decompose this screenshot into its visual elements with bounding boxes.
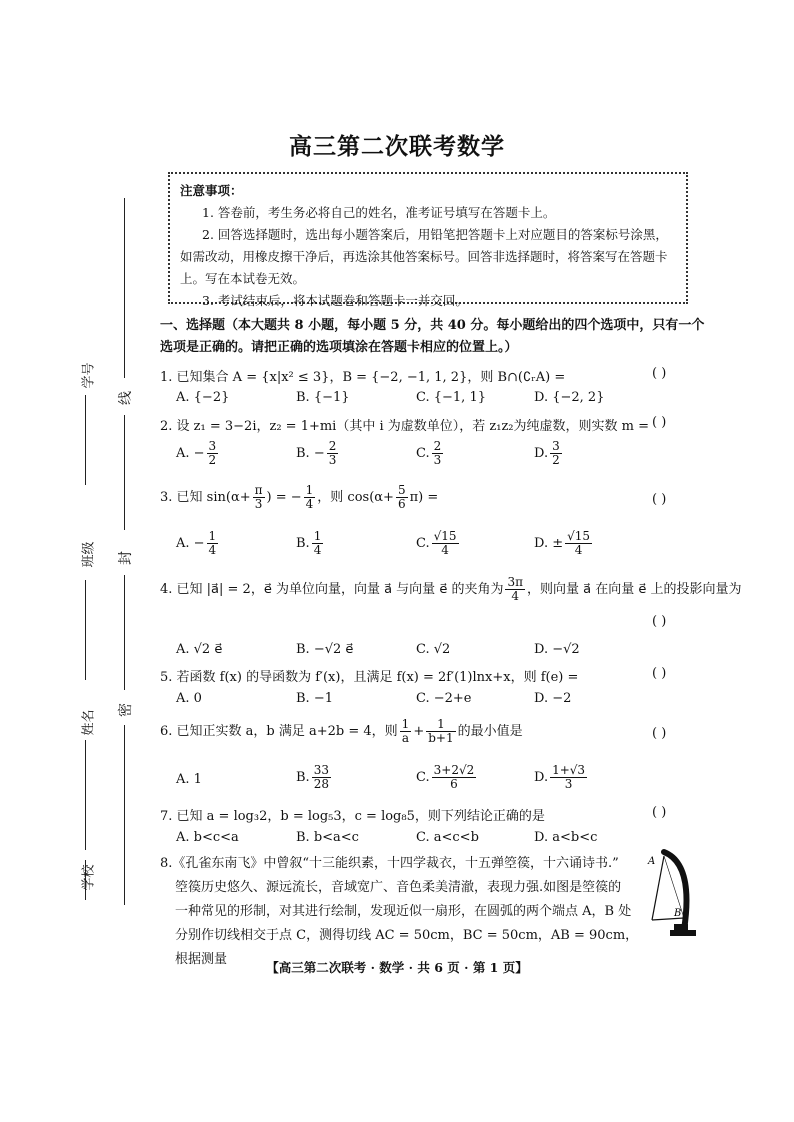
sidebar-class-line (85, 580, 86, 680)
notice-item-1: 1. 答卷前，考生务必将自己的姓名，准考证号填写在答题卡上。 (202, 205, 556, 220)
q7-option-d: D. a<b<c (534, 830, 598, 845)
section-header: 一、选择题（本大题共 8 小题，每小题 5 分，共 40 分。每小题给出的四个选项中，只有一个选项是正确的。请把正确的选项填涂在答题卡相应的位置上。） (160, 318, 705, 355)
q8-line-4: 分别作切线相交于点 C，测得切线 AC = 50cm，BC = 50cm，AB = 90cm，根据测量 (175, 928, 639, 967)
q5-option-b: B. −1 (296, 691, 333, 706)
question-2-answer-paren: ( ) (652, 415, 667, 430)
figure-label-b: B (674, 908, 682, 919)
sidebar-label-xuexiao: 学校 (81, 864, 97, 891)
notice-heading: 注意事项： (180, 183, 243, 198)
q2-option-d: D. $\frac{3}{2}$ (534, 439, 560, 467)
q8-line-2: 箜篌历史悠久、源远流长，音域宽广、音色柔美清澈，表现力强.如图是箜篌的 (175, 880, 622, 895)
q8-line-1: 8.《孔雀东南飞》中曾叙“十三能织素，十四学裁衣，十五弹箜篌，十六诵诗书.” (160, 856, 619, 871)
q7-option-a: A. b<c<a (176, 830, 239, 845)
q5-option-c: C. −2+e (416, 691, 472, 706)
q4-option-d: D. −√2 (534, 642, 580, 657)
q3-option-d: D. ± $\frac{√15}{4}$ (534, 529, 591, 557)
q5-option-d: D. −2 (534, 691, 572, 706)
notice-item-3: 3. 考试结束后，将本试题卷和答题卡一并交回。 (202, 293, 468, 308)
q8-line-3: 一种常见的形制，对其进行绘制，发现近似一扇形，在圆弧的两个端点 A，B 处 (175, 904, 632, 919)
sidebar-line-3 (85, 740, 86, 850)
q2-option-b: B. − $\frac{2}{3}$ (296, 439, 337, 467)
q6-option-d: D. $\frac{1+√3}{3}$ (534, 763, 586, 791)
q2-option-a: A. − $\frac{3}{2}$ (176, 439, 217, 467)
q2-option-c: C. $\frac{2}{3}$ (416, 439, 442, 467)
q6-option-a: A. 1 (176, 772, 202, 787)
q1-option-d: D. {−2, 2} (534, 390, 605, 405)
seal-char-feng: 封 (118, 551, 134, 565)
figure-label-a: A (648, 856, 656, 867)
seal-line-bottom (124, 725, 125, 905)
q5-option-a: A. 0 (176, 691, 202, 706)
question-4-stem: 4. 已知 |a⃗| = 2，e⃗ 为单位向量，向量 a⃗ 与向量 e⃗ 的夹角为 $\frac{3\pi}{4}$ ，则向量 a⃗ 在向量 e⃗ 上的投影向量为 (160, 575, 742, 603)
seal-char-mi: 密 (118, 703, 134, 717)
q3-option-c: C. $\frac{√15}{4}$ (416, 529, 457, 557)
page-footer: 【高三第二次联考 · 数学 · 共 6 页 · 第 1 页】 (266, 960, 528, 975)
seal-char-xian: 线 (118, 391, 134, 405)
question-7-stem: 7. 已知 a = log₃2，b = log₅3，c = log₈5，则下列结论正确的是 (160, 809, 545, 824)
sidebar-name-line (85, 395, 86, 485)
q4-option-a: A. √2 e⃗ (176, 642, 223, 657)
q3-option-a: A. − $\frac{1}{4}$ (176, 529, 217, 557)
q1-option-a: A. {−2} (176, 390, 230, 405)
sidebar-label-xuehao: 学号 (81, 362, 97, 389)
q4-option-b: B. −√2 e⃗ (296, 642, 354, 657)
seal-line-mid1 (124, 415, 125, 530)
q4-option-c: C. √2 (416, 642, 451, 657)
q6-option-c: C. $\frac{3+2√2}{6}$ (416, 763, 475, 791)
question-6-stem: 6. 已知正实数 a，b 满足 a+2b = 4，则 $\frac{1}{a}$ + $\frac{1}{b+1}$ 的最小值是 (160, 717, 523, 745)
sidebar-label-xingming: 姓名 (81, 709, 97, 736)
question-5-answer-paren: ( ) (652, 666, 667, 681)
question-5-stem: 5. 若函数 f(x) 的导函数为 f′(x)，且满足 f(x) = 2f′(1)lnx+x，则 f(e) = (160, 670, 579, 685)
question-1-answer-paren: ( ) (652, 366, 667, 381)
question-6-answer-paren: ( ) (652, 726, 667, 741)
question-4-answer-paren: ( ) (652, 614, 667, 629)
q3-option-b: B. $\frac{1}{4}$ (296, 529, 322, 557)
question-2-stem: 2. 设 z₁ = 3−2i，z₂ = 1+mi（其中 i 为虚数单位），若 z₁z₂为纯虚数，则实数 m = (160, 419, 650, 434)
seal-line-top (124, 198, 125, 378)
sidebar-label-banji: 班级 (81, 541, 97, 568)
q7-option-b: B. b<a<c (296, 830, 359, 845)
page-title: 高三第二次联考数学 (289, 133, 505, 160)
notice-box (168, 172, 688, 308)
q6-option-b: B. $\frac{33}{28}$ (296, 763, 329, 791)
notice-item-2: 2. 回答选择题时，选出每小题答案后，用铅笔把答题卡上对应题目的答案标号涂黑，如需改动，用橡皮擦干净后，再选涂其他答案标号。回答非选择题时，将答案写在答题卡上。写在本试卷无效。 (180, 227, 668, 286)
konghou-figure (644, 842, 704, 947)
question-1-stem: 1. 已知集合 A = {x|x² ≤ 3}，B = {−2, −1, 1, 2}，则 B∩(∁ᵣA) = (160, 370, 566, 385)
q1-option-c: C. {−1, 1} (416, 390, 486, 405)
question-8-text (160, 852, 650, 972)
question-3-stem: 3. 已知 sin(α+ $\frac{\pi}{3}$ ) = − $\frac{1}{4}$ ，则 cos(α+ $\frac{5}{6}$ π) = (160, 483, 439, 511)
q1-option-b: B. {−1} (296, 390, 350, 405)
seal-line-mid2 (124, 575, 125, 690)
question-3-answer-paren: ( ) (652, 492, 667, 507)
q7-option-c: C. a<c<b (416, 830, 479, 845)
question-7-answer-paren: ( ) (652, 805, 667, 820)
